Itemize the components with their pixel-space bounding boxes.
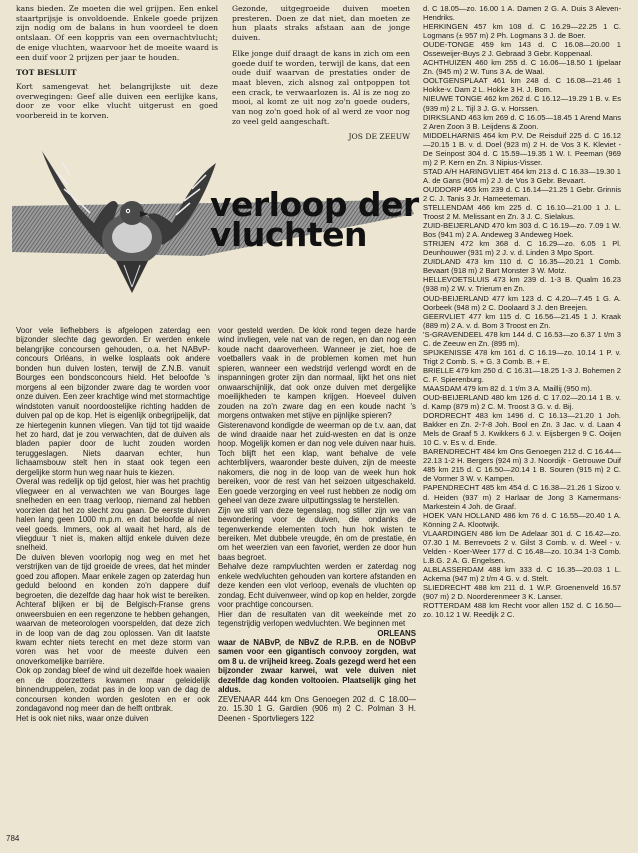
article-conclusion-left bbox=[16, 4, 218, 127]
result-entry: OUD-BEIJERLAND 480 km 126 d. C 17.02—20.14 1 B. v. d. Kamp (879 m) 2 C. M. Troost 3 G. v. d. Bij. bbox=[423, 393, 621, 412]
result-entry: ZUID-BEIJERLAND 470 km 303 d. C 16.19—zo. 7.09 1 W. Bos (941 m) 2 A. Andeweg 3 Andeweg Hoek. bbox=[423, 221, 621, 240]
result-entry: PAPENDRECHT 485 km 454 d. C 16.38—21.26 1 Sizoo v. d. Heiden (937 m) 2 Harlaar de Jong 3 Kamermans-Markestein 4 Joh. de Graaf. bbox=[423, 483, 621, 511]
paragraph: Overal was redelijk op tijd gelost, hier was het prachtig vliegweer en al verwachten we van Bourges lage snelheden en een traag verloop, niemand zal hebben voorzien dat het zo slecht zou gaan. De eerste duiven halen lang geen 1000 m.p.m. en dat beloofde al niet veel goeds. Immers, ook al waait het hard, als de vliegduur 't niet is, maken altijd enkele duiven deze snelheid. bbox=[16, 477, 210, 553]
race-intro: waar de NABvP, de NBvZ de R.P.B. en de NOBvP samen voor een gigantisch convooy zorgden, wat om 8 u. de vrijheid kreeg. Zoals gezegd werd het een bijzonder zwaar karwei, wat vele duiven niet dezelfde dag konden voltooien. Plaatselijk ging het aldus. bbox=[218, 637, 416, 695]
result-entry: OUDDORP 465 km 239 d. C 16.14—21.25 1 Gebr. Grinnis 2 C. J. Tanis 3 Jr. Hameeteman. bbox=[423, 184, 621, 203]
paragraph: Voor vele liefhebbers is afgelopen zaterdag een bijzonder slechte dag geworden. Er werden enkele belangrijke concoursen gehouden, o.a. het NABvP-concours Orléans, in welke losplaats ook andere bonden hun duiven losten, terwijl de Z.N.B. vanuit Bourges een bondsconcours hield. Het beloofde 's morgens al een bijzonder zware dag te worden voor onze duiven. Een zeer krachtige wind met stormachtige windstoten vanuit noordoostelijke richting hadden de duiven pal op de kop. Het is eigenlijk onbegrijpelijk, dat ze hiertegenin kunnen vliegen. Van tijd tot tijd waaide het zo hard, dat je zou verwachten, dat de duiven als bladen papier door de lucht zouden worden teruggeslagen. Niets daarvan echter, hun lichaamsbouw stelt hen in staat ook tegen een dergelijke storm hun weg naar huis te kiezen. bbox=[16, 326, 210, 477]
page-number: 784 bbox=[6, 834, 20, 843]
result-entry: d. C 18.05—zo. 16.00 1 A. Damen 2 G. A. Duis 3 Aleven-Hendriks. bbox=[423, 4, 621, 23]
section-title-line1: verloop der bbox=[210, 185, 419, 224]
result-entry: DORDRECHT 483 km 1496 d. C 16.13—21.20 1 Joh. Bakker en Zn. 2-7-8 Joh. Bool en Zn. 3 Jac. v. d. Laan 4 Mels de Graaf 5 J. Kwikkers 6 J. v. Eijsbergen 9 C. Ooijen 10 C. v. Es v. d. Ende. bbox=[423, 411, 621, 448]
result-entry: ROTTERDAM 488 km Recht voor allen 152 d. C 16.50—zo. 10.12 1 W. Reedijk 2 C. bbox=[423, 601, 621, 620]
result-entry: OUDE-TONGE 459 km 143 d. C 16.08—20.00 1 Osseweijer-Buys 2 J. Gebraad 3 Gebr. Koppenaal. bbox=[423, 40, 621, 59]
result-entry: OOLTGENSPLAAT 461 km 248 d. C 16.08—21.46 1 Hokke-v. Dam 2 L. Hokke 3 H. J. Bom. bbox=[423, 76, 621, 95]
subheading: TOT BESLUIT bbox=[16, 68, 77, 78]
result-entry: HELLEVOETSLUIS 473 km 239 d. 1-3 B. Qualm 16.23 (938 m) 2 W. v. Trierum en Zn. bbox=[423, 275, 621, 294]
result-entry: BARENDRECHT 484 km Ons Genoegen 212 d. C 16.44—22.13 1-2 H. Bergers (924 m) 3 J. Noordijk - Getrouwe Duif 485 km 215 d. C 16.50—20.14 1 B. Souren (915 m) 2 C. de Vormer 3 W. v. Kampen. bbox=[423, 447, 621, 484]
result-entry: BRIELLE 479 km 250 d. C 16.31—18.25 1-3 J. Bohemen 2 C. F. Spierenburg. bbox=[423, 365, 621, 384]
author-byline: JOS DE ZEEUW bbox=[348, 132, 410, 142]
result-entry: MIDDELHARNIS 464 km P.V. De Reisduif 225 d. C 16.12—20.15 1 B. v. d. Doel (923 m) 2 H. de Vos 3 K. Kleviet - De Seinpost 304 d. C 15.59—19.35 1 W. I. Peeman (969 m) 2 P. Kern en Zn. 3 Nipius-Visser. bbox=[423, 130, 621, 167]
paragraph: Behalve deze rampvluchten werden er zaterdag nog enkele wedvluchten gehouden van kortere afstanden en deze kenden een vlot verloop, evenals de vluchten op zondag. Echt duivenweer, wind op kop en helder, zorgde voor prachtige concoursen. bbox=[218, 562, 416, 610]
result-entry: HERKINGEN 457 km 108 d. C 16.29—22.25 1 C. Logmans (± 957 m) 2 Ph. Logmans 3 J. de Boer. bbox=[423, 22, 621, 41]
result-entry: ZEVENAAR 444 km Ons Genoegen 202 d. C 18.00—zo. 15.30 1 G. Gardien (906 m) 2 C. Polman 3 H. Deenen - Sportvliegers 122 bbox=[218, 694, 416, 723]
result-entry: DIRKSLAND 463 km 269 d. C 16.05—18.45 1 Arend Mans 2 Aren Zoon 3 B. Leijdens & Zoon. bbox=[423, 112, 621, 131]
result-entry: ZUIDLAND 473 km 110 d. C 16.35—20.21 1 Comb. Bevaart (918 m) 2 Bart Monster 3 W. Motz. bbox=[423, 257, 621, 276]
result-entry: VLAARDINGEN 486 km De Adelaar 301 d. C 16.42—zo. 07.30 1 M. Berrevoets 2 v. Gilst 3 Comb. v. d. Weel - v. Velden - Koer-Weer 177 d. C 16.48—zo. 10.34 1-3 Comb. L.B.G. 2 A. G. Engelsen. bbox=[423, 528, 621, 565]
paragraph: Ook op zondag bleef de wind uit dezelfde hoek waaien en de doorzetters kwamen maar geleidelijk binnendruppelen, zodat pas in de loop van de dag de concoursen konden worden gesloten en er ook zondagavond nog meer dan de helft ontbrak. bbox=[16, 666, 210, 714]
report-column-1 bbox=[16, 326, 210, 723]
section-title bbox=[210, 185, 419, 254]
result-entry: HOEK VAN HOLLAND 486 km 76 d. C 16.55—20.40 1 A. Könning 2 A. Klootwijk. bbox=[423, 510, 621, 529]
result-entry: STELLENDAM 466 km 225 d. C 16.10—21.00 1 J. L. Troost 2 M. Melissant en Zn. 3 J. C. Sielakus. bbox=[423, 203, 621, 222]
result-entry: MAASDAM 479 km 82 d. 1 t/m 3 A. Maillij (950 m). bbox=[423, 383, 593, 393]
result-entry: SPIJKENISSE 478 km 161 d. C 16.19—zo. 10.14 1 P. v. Trigt 2 Comb. S. + G. 3 Comb. B. + E. bbox=[423, 347, 621, 366]
paragraph: Het is ook niet niks, waar onze duiven bbox=[16, 713, 149, 723]
results-column bbox=[423, 4, 621, 619]
paragraph: Elke jonge duif draagt de kans in zich om een goede duif te worden, terwijl de kans, dat een oude duif waarvan de prestaties onder de maat bleven, zich alsnog zal ontpoppen tot een crack, te verwaarlozen is. Al is ze nog zo mooi, al komt ze uit nog zo'n goede ouders, van nog zo'n goed hok of al werd ze voor nog zo veel geld aangeschaft. bbox=[232, 48, 410, 126]
result-entry: STRIJEN 472 km 368 d. C 16.29—zo. 6.05 1 Pl. Deunhouwer (931 m) 2 J. v. d. Linden 3 Mpo Sport. bbox=[423, 239, 621, 258]
paragraph: De duiven bleven voorlopig nog weg en met het verstrijken van de tijd groeide de vrees, dat het minder goed zou aflopen. Maar enkele zagen op zaterdag hun geduld beloond en konden zo'n dappere duif begroeten, die dezelfde dag haar hok wist te bereiken. Achteraf blijken er bij de Belgisch-Franse grens onweersbuien en een regenzone te hebben gehangen, waarvan de meteorologen voorspelden, dat deze zich in de loop van de dag zou oplossen. Van dit laatste kwam echter niets terecht en met deze storm van voren was het voor de meeste duiven een onoverkomelijke barrière. bbox=[16, 552, 210, 666]
result-entry: 'S-GRAVENDEEL 478 km 144 d. C 16.53—zo 6.37 1 t/m 3 C. de Zeeuw en Zn. (895 m). bbox=[423, 329, 621, 348]
race-heading: ORLEANS bbox=[377, 628, 416, 638]
pigeon-illustration bbox=[34, 145, 224, 295]
paragraph: Kort samengevat het belangrijkste uit deze overwegingen: Geef alle duiven een eerlijke kans, door ze voor elke vlucht uitgerust en goed voorbereid in te korven. bbox=[16, 81, 218, 121]
result-entry: ALBLASSERDAM 488 km 333 d. C 16.35—20.03 1 L. Ackema (947 m) 2 t/m 4 G. v. d. Stelt. bbox=[423, 564, 621, 583]
paragraph: Hier dan de resultaten van dit weekeinde met zo tegenstrijdig verlopen wedvluchten. We beginnen met bbox=[218, 609, 416, 629]
paragraph: kans bieden. Ze moeten die wel grijpen. Een enkel staartprijsje is onvoldoende. Enkele goede prijzen zijn nodig om de balans in hun voordeel te doen ontslaan. Of een koppris van een overnachtvlucht; de enige vluchten, waarvoor het de moeite waard is een duif voor 2 prijzen per jaar te houden. bbox=[16, 4, 218, 62]
paragraph: voor gesteld werden. De klok rond tegen deze harde wind invliegen, vele nat van de regen, en dan nog een koude nacht daaroverheen. Wanneer je ziet, hoe de voetballers vaak in de problemen komen met hun spieren, wanneer een wedstrijd verlengd wordt en de inspanningen groter zijn dan normaal, lijkt het ons niet onwaarschijnlijk, dat ook onze duiven met dergelijke moeilijkheden te kampen krijgen. Hoeveel duiven zouden na zo'n zware dag en een koude nacht 's morgens ontwaken met stijve en pijnlijke spieren? bbox=[218, 326, 416, 421]
result-entry: SLIEDRECHT 488 km 211 d. 1 W.P. Groenenveld 16.57 (907 m) 2 D. Noorderenmeer 3 K. Lanser. bbox=[423, 583, 621, 602]
result-entry: ACHTHUIZEN 460 km 255 d. C 16.06—18.50 1 Ijpelaar Zn. (945 m) 2 W. Tuns 3 A. de Waal. bbox=[423, 58, 621, 77]
paragraph: Zijn we stil van deze tegenslag, nog stiller zijn we van bewondering voor de duiven, die ondanks de tegenwerkende elementen toch hun hok wisten te bereiken. Met dubbele vreugde, én om de prestatie, én om het weerzien van een favoriet, werden ze door hun baas begroet. bbox=[218, 505, 416, 562]
report-column-2 bbox=[218, 326, 416, 723]
paragraph: Gezonde, uitgegroeide duiven moeten presteren. Doen ze dat niet, dan moeten ze hun plaats straks afstaan aan de jonge duiven. bbox=[232, 4, 410, 43]
result-entry: OUD-BEIJERLAND 477 km 123 d. C 4.20—7.45 1 G. A. Oorbeek (948 m) 2 C. Doolaard 3 J. den Breejen. bbox=[423, 293, 621, 312]
article-conclusion-mid bbox=[232, 4, 410, 142]
result-entry: STAD A/H HARINGVLIET 464 km 213 d. C 16.33—19.30 1 A. de Gans (904 m) 2 J. de Vos 3 Gebr. Bevaart. bbox=[423, 166, 621, 185]
result-entry: NIEUWE TONGE 462 km 262 d. C 16.12—19.29 1 B. v. Es (939 m) 2 L. Tijl 3 J. G. v. Horssen. bbox=[423, 94, 621, 113]
result-entry: GEERVLIET 477 km 115 d. C 16.56—21.45 1 J. Kraak (889 m) 2 A. v. d. Bom 3 Troost en Zn. bbox=[423, 311, 621, 330]
section-title-line2: vluchten bbox=[210, 215, 368, 254]
paragraph: Gisterenavond kondigde de weerman op de t.v. aan, dat de wind draaide naar het zuid-westen en dat is onze hoop. Mogelijk komen er dan nog vele duiven naar huis. Toch blijft het een klap, want behalve de vele achterblijvers, waaronder beste duiven, zijn de meeste nakomers, die nog in de loop van de week hun hok bereiken, voor de rest van het seizoen uitgeschakeld. Een goede verzorging en veel rust hebben ze nodig om geheel van deze zware uitputtingsslag te herstellen. bbox=[218, 420, 416, 506]
